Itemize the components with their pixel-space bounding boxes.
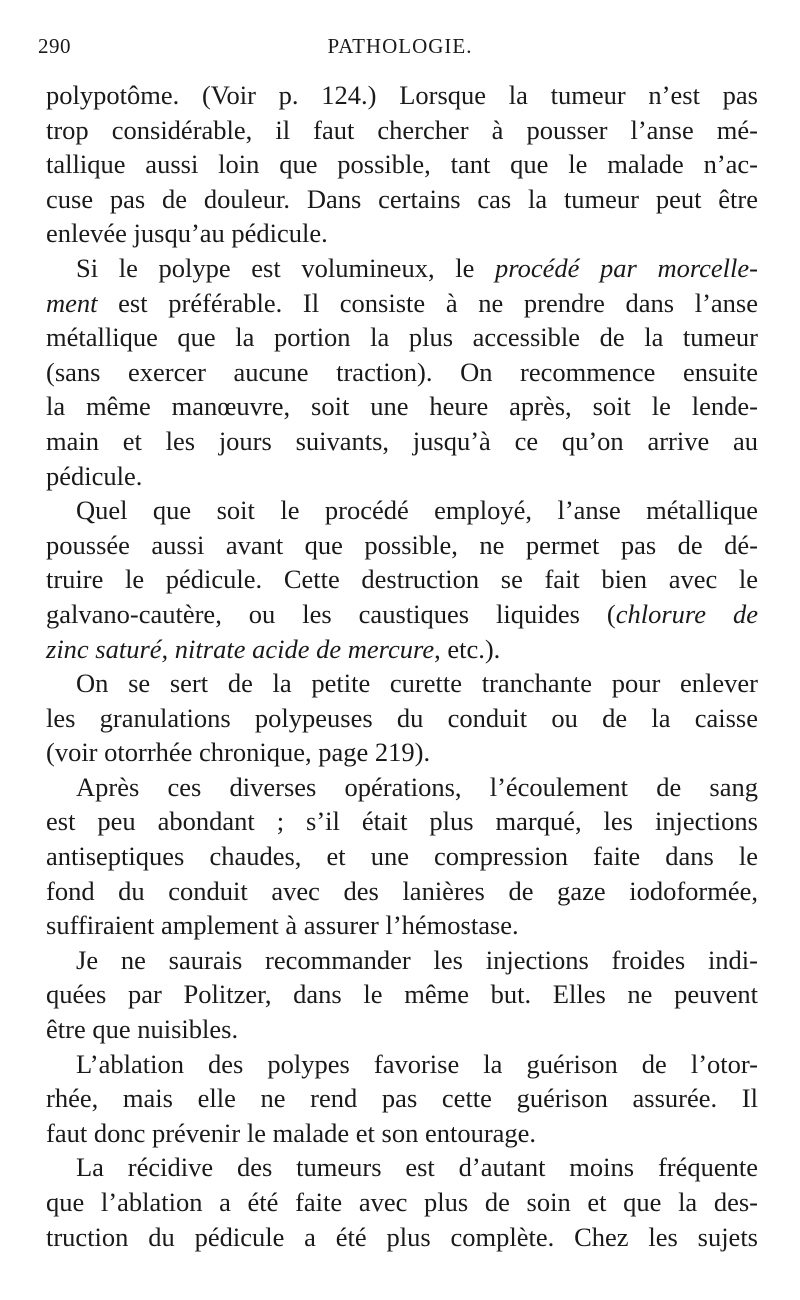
text-line: les granulations polypeuses du conduit ou de la caisse <box>46 702 758 733</box>
text-line: suffiraient amplement à assurer l’hémostase. <box>46 910 519 941</box>
text-line: On se sert de la petite curette tranchante pour enlever <box>76 668 758 699</box>
text-line: truire le pédicule. Cette destruction se fait bien avec le <box>46 564 758 595</box>
text-line: galvano-cautère, ou les caustiques liquides (chlorure de <box>46 598 758 629</box>
text-line: que l’ablation a été faite avec plus de soin et que la des- <box>46 1187 758 1217</box>
text-line: faut donc prévenir le malade et son entourage. <box>46 1117 537 1148</box>
body-text <box>46 78 758 1254</box>
running-head: PATHOLOGIE. <box>327 34 473 58</box>
text-line: est peu abondant ; s’il était plus marqué, les injections <box>46 806 758 837</box>
text-line: main et les jours suivants, jusqu’à ce qu’on arrive au <box>46 425 758 456</box>
text-line: pédicule. <box>46 460 143 491</box>
text-line: tallique aussi loin que possible, tant que le malade n’ac- <box>46 149 758 180</box>
text-line: truction du pédicule a été plus complète. Chez les sujets <box>46 1221 758 1252</box>
text-line: être que nuisibles. <box>46 1014 239 1045</box>
text-line: L’ablation des polypes favorise la guérison de l’otor- <box>76 1048 758 1079</box>
text-line: fond du conduit avec des lanières de gaze iodoformée, <box>46 875 758 906</box>
text-line: Quel que soit le procédé employé, l’anse métallique <box>76 495 758 526</box>
text-line: Je ne saurais recommander les injections froides indi- <box>76 944 758 975</box>
text-line: (sans exercer aucune traction). On recommence ensuite <box>46 356 758 387</box>
text-line: cuse pas de douleur. Dans certains cas la tumeur peut être <box>46 183 758 214</box>
text-line: métallique que la portion la plus accessible de la tumeur <box>46 322 758 353</box>
text-line: la même manœuvre, soit une heure après, soit le lende- <box>46 391 758 422</box>
text-line: rhée, mais elle ne rend pas cette guérison assurée. Il <box>46 1083 758 1114</box>
text-line: La récidive des tumeurs est d’autant moins fréquente <box>76 1152 758 1183</box>
page-number: 290 <box>38 34 71 58</box>
text-line: quées par Politzer, dans le même but. Elles ne peuvent <box>46 979 758 1010</box>
text-line: zinc saturé, nitrate acide de mercure, etc.). <box>46 633 501 664</box>
text-line: ment est préférable. Il consiste à ne prendre dans l’anse <box>46 287 758 318</box>
text-line: trop considérable, il faut chercher à pousser l’anse mé- <box>46 114 758 145</box>
text-line: (voir otorrhée chronique, page 219). <box>46 737 431 768</box>
text-line: antiseptiques chaudes, et une compression faite dans le <box>46 841 758 872</box>
text-line: enlevée jusqu’au pédicule. <box>46 218 328 249</box>
page-header <box>38 34 762 64</box>
text-line: Si le polype est volumineux, le procédé par morcelle- <box>76 252 758 283</box>
text-line: Après ces diverses opérations, l’écoulement de sang <box>76 771 758 802</box>
text-line: polypotôme. (Voir p. 124.) Lorsque la tumeur n’est pas <box>46 80 758 110</box>
text-line: poussée aussi avant que possible, ne permet pas de dé- <box>46 529 758 560</box>
